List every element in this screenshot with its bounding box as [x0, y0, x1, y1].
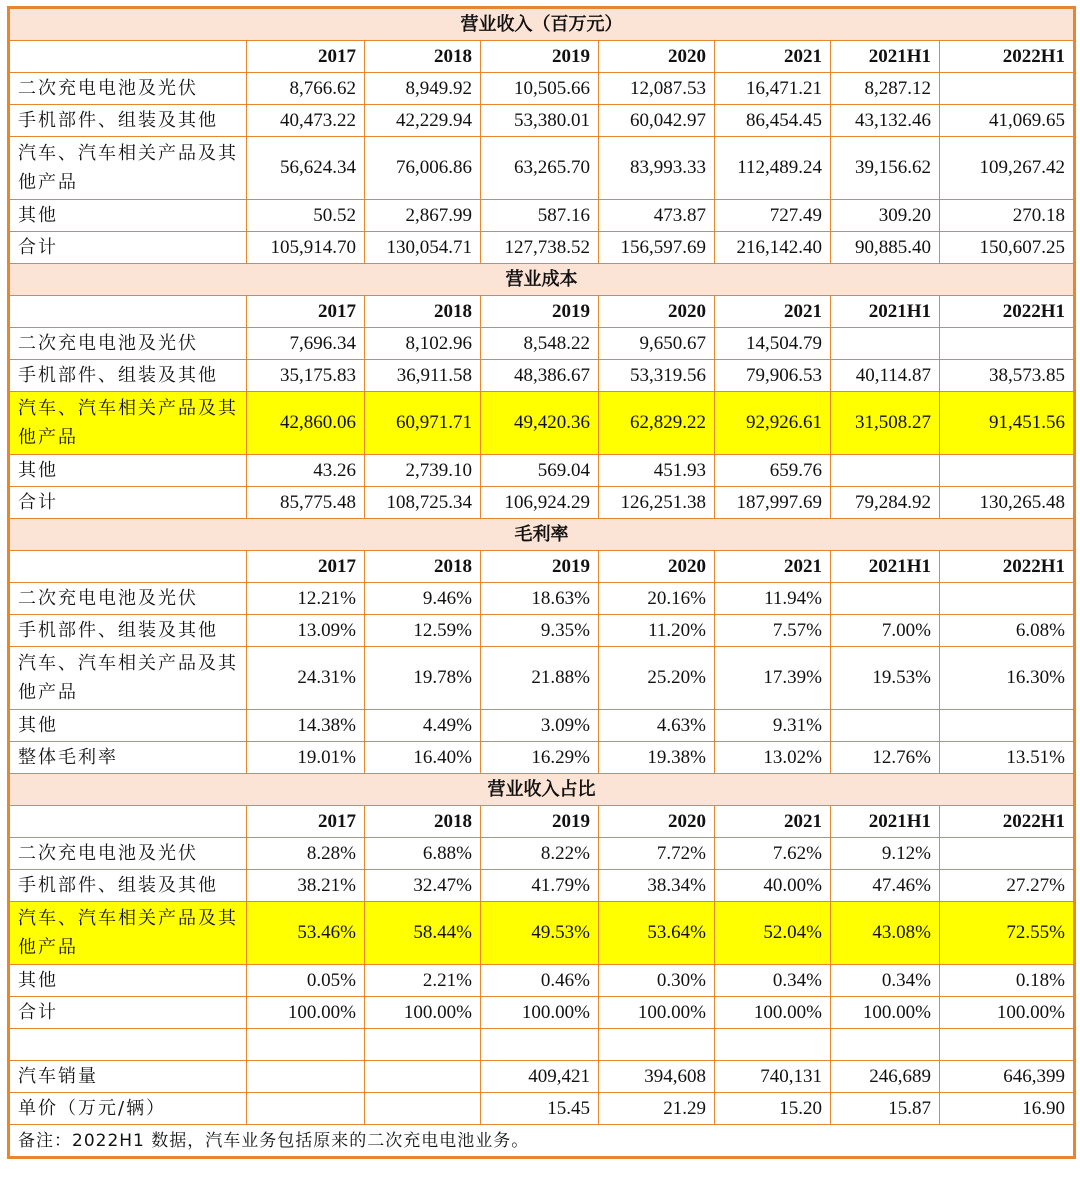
- value-cell: 85,775.48: [247, 487, 365, 519]
- table-row: [9, 360, 1075, 392]
- value-cell: 659.76: [715, 455, 831, 487]
- value-cell: 0.34%: [715, 965, 831, 997]
- section-title: 营业收入（百万元）: [9, 8, 1075, 41]
- value-cell: 16.40%: [365, 742, 481, 774]
- value-cell: [481, 1029, 599, 1061]
- year-header-cell: 2021H1: [831, 806, 940, 838]
- value-cell: 12.76%: [831, 742, 940, 774]
- value-cell: [831, 455, 940, 487]
- value-cell: 8,102.96: [365, 328, 481, 360]
- empty-header-cell: [9, 551, 247, 583]
- value-cell: 14.38%: [247, 710, 365, 742]
- value-cell: 0.30%: [599, 965, 715, 997]
- table-row: [9, 902, 1075, 965]
- value-cell: 24.31%: [247, 647, 365, 710]
- value-cell: 646,399: [940, 1061, 1075, 1093]
- value-cell: 16,471.21: [715, 73, 831, 105]
- value-cell: 156,597.69: [599, 232, 715, 264]
- value-cell: 246,689: [831, 1061, 940, 1093]
- value-cell: 31,508.27: [831, 392, 940, 455]
- row-label: 汽车销量: [9, 1061, 247, 1093]
- value-cell: 91,451.56: [940, 392, 1075, 455]
- row-label: 汽车、汽车相关产品及其他产品: [9, 647, 247, 710]
- value-cell: 7.00%: [831, 615, 940, 647]
- year-header-cell: 2021H1: [831, 551, 940, 583]
- value-cell: 18.63%: [481, 583, 599, 615]
- table-row: [9, 615, 1075, 647]
- value-cell: 309.20: [831, 200, 940, 232]
- value-cell: 16.30%: [940, 647, 1075, 710]
- value-cell: 727.49: [715, 200, 831, 232]
- value-cell: 35,175.83: [247, 360, 365, 392]
- value-cell: 39,156.62: [831, 137, 940, 200]
- value-cell: 40.00%: [715, 870, 831, 902]
- year-header-cell: 2021H1: [831, 41, 940, 73]
- value-cell: 60,042.97: [599, 105, 715, 137]
- value-cell: 11.20%: [599, 615, 715, 647]
- value-cell: 38,573.85: [940, 360, 1075, 392]
- row-label: 合计: [9, 487, 247, 519]
- row-label: 合计: [9, 232, 247, 264]
- section-header: [9, 8, 1075, 41]
- value-cell: 15.20: [715, 1093, 831, 1125]
- value-cell: 2.21%: [365, 965, 481, 997]
- year-header-cell: 2018: [365, 551, 481, 583]
- value-cell: 3.09%: [481, 710, 599, 742]
- value-cell: 49.53%: [481, 902, 599, 965]
- year-header-row: [9, 41, 1075, 73]
- year-header-cell: 2019: [481, 806, 599, 838]
- row-label: 手机部件、组装及其他: [9, 870, 247, 902]
- value-cell: [247, 1061, 365, 1093]
- value-cell: 2,739.10: [365, 455, 481, 487]
- year-header-cell: 2017: [247, 296, 365, 328]
- value-cell: [831, 583, 940, 615]
- year-header-row: [9, 296, 1075, 328]
- year-header-row: [9, 806, 1075, 838]
- value-cell: 58.44%: [365, 902, 481, 965]
- value-cell: 13.09%: [247, 615, 365, 647]
- value-cell: 7.72%: [599, 838, 715, 870]
- row-label: 手机部件、组装及其他: [9, 615, 247, 647]
- value-cell: 12,087.53: [599, 73, 715, 105]
- value-cell: 19.01%: [247, 742, 365, 774]
- value-cell: 10,505.66: [481, 73, 599, 105]
- value-cell: 9.31%: [715, 710, 831, 742]
- value-cell: 106,924.29: [481, 487, 599, 519]
- value-cell: 8,548.22: [481, 328, 599, 360]
- section-header: [9, 264, 1075, 296]
- table-row: [9, 105, 1075, 137]
- value-cell: [831, 710, 940, 742]
- value-cell: 60,971.71: [365, 392, 481, 455]
- value-cell: [365, 1029, 481, 1061]
- value-cell: 100.00%: [247, 997, 365, 1029]
- value-cell: 100.00%: [715, 997, 831, 1029]
- table-row: [9, 487, 1075, 519]
- value-cell: 19.53%: [831, 647, 940, 710]
- value-cell: 12.21%: [247, 583, 365, 615]
- value-cell: 48,386.67: [481, 360, 599, 392]
- value-cell: 100.00%: [365, 997, 481, 1029]
- value-cell: 43.08%: [831, 902, 940, 965]
- value-cell: 740,131: [715, 1061, 831, 1093]
- section-header: [9, 774, 1075, 806]
- value-cell: 8.28%: [247, 838, 365, 870]
- year-header-cell: 2020: [599, 41, 715, 73]
- value-cell: [940, 455, 1075, 487]
- value-cell: 270.18: [940, 200, 1075, 232]
- value-cell: 8,949.92: [365, 73, 481, 105]
- value-cell: 43,132.46: [831, 105, 940, 137]
- value-cell: 8,766.62: [247, 73, 365, 105]
- section-title: 毛利率: [9, 519, 1075, 551]
- value-cell: 38.21%: [247, 870, 365, 902]
- value-cell: 21.88%: [481, 647, 599, 710]
- value-cell: 8,287.12: [831, 73, 940, 105]
- row-label: 其他: [9, 965, 247, 997]
- value-cell: 50.52: [247, 200, 365, 232]
- year-header-cell: 2017: [247, 806, 365, 838]
- value-cell: 20.16%: [599, 583, 715, 615]
- row-label: 二次充电电池及光伏: [9, 328, 247, 360]
- row-label: [9, 1029, 247, 1061]
- row-label: 整体毛利率: [9, 742, 247, 774]
- table-row: [9, 232, 1075, 264]
- empty-header-cell: [9, 806, 247, 838]
- value-cell: 9.35%: [481, 615, 599, 647]
- table-row: [9, 137, 1075, 200]
- value-cell: [247, 1093, 365, 1125]
- value-cell: 21.29: [599, 1093, 715, 1125]
- table-row: [9, 200, 1075, 232]
- table-row: [9, 647, 1075, 710]
- value-cell: 100.00%: [599, 997, 715, 1029]
- value-cell: 62,829.22: [599, 392, 715, 455]
- value-cell: 79,906.53: [715, 360, 831, 392]
- value-cell: 63,265.70: [481, 137, 599, 200]
- year-header-cell: 2020: [599, 551, 715, 583]
- value-cell: 27.27%: [940, 870, 1075, 902]
- value-cell: 100.00%: [940, 997, 1075, 1029]
- year-header-cell: 2018: [365, 806, 481, 838]
- value-cell: 0.46%: [481, 965, 599, 997]
- value-cell: [940, 73, 1075, 105]
- row-label: 汽车、汽车相关产品及其他产品: [9, 902, 247, 965]
- value-cell: 16.90: [940, 1093, 1075, 1125]
- year-header-cell: 2021: [715, 806, 831, 838]
- empty-header-cell: [9, 41, 247, 73]
- value-cell: 108,725.34: [365, 487, 481, 519]
- value-cell: 2,867.99: [365, 200, 481, 232]
- value-cell: 32.47%: [365, 870, 481, 902]
- section-title: 营业收入占比: [9, 774, 1075, 806]
- value-cell: 52.04%: [715, 902, 831, 965]
- table-row: [9, 1093, 1075, 1125]
- value-cell: 72.55%: [940, 902, 1075, 965]
- value-cell: 40,114.87: [831, 360, 940, 392]
- value-cell: 41.79%: [481, 870, 599, 902]
- value-cell: 105,914.70: [247, 232, 365, 264]
- year-header-row: [9, 551, 1075, 583]
- value-cell: 473.87: [599, 200, 715, 232]
- financial-table: [7, 6, 1076, 1159]
- value-cell: 0.34%: [831, 965, 940, 997]
- row-label: 其他: [9, 200, 247, 232]
- value-cell: 15.45: [481, 1093, 599, 1125]
- row-label: 汽车、汽车相关产品及其他产品: [9, 137, 247, 200]
- note-row: [9, 1125, 1075, 1158]
- value-cell: 6.08%: [940, 615, 1075, 647]
- value-cell: [365, 1061, 481, 1093]
- value-cell: 9.12%: [831, 838, 940, 870]
- table-row: [9, 710, 1075, 742]
- row-label: 其他: [9, 455, 247, 487]
- value-cell: [247, 1029, 365, 1061]
- year-header-cell: 2017: [247, 551, 365, 583]
- table-row: [9, 73, 1075, 105]
- value-cell: 126,251.38: [599, 487, 715, 519]
- value-cell: 53,319.56: [599, 360, 715, 392]
- value-cell: 8.22%: [481, 838, 599, 870]
- value-cell: [715, 1029, 831, 1061]
- value-cell: 92,926.61: [715, 392, 831, 455]
- table-row: [9, 392, 1075, 455]
- row-label: 二次充电电池及光伏: [9, 583, 247, 615]
- value-cell: 569.04: [481, 455, 599, 487]
- value-cell: [365, 1093, 481, 1125]
- table-row: [9, 838, 1075, 870]
- value-cell: 19.38%: [599, 742, 715, 774]
- year-header-cell: 2022H1: [940, 296, 1075, 328]
- value-cell: 109,267.42: [940, 137, 1075, 200]
- empty-header-cell: [9, 296, 247, 328]
- value-cell: 11.94%: [715, 583, 831, 615]
- value-cell: 13.51%: [940, 742, 1075, 774]
- value-cell: 9.46%: [365, 583, 481, 615]
- value-cell: 216,142.40: [715, 232, 831, 264]
- table-row: [9, 742, 1075, 774]
- value-cell: 409,421: [481, 1061, 599, 1093]
- table-row: [9, 328, 1075, 360]
- value-cell: [599, 1029, 715, 1061]
- year-header-cell: 2020: [599, 806, 715, 838]
- year-header-cell: 2022H1: [940, 806, 1075, 838]
- value-cell: 7.62%: [715, 838, 831, 870]
- value-cell: 6.88%: [365, 838, 481, 870]
- value-cell: [831, 1029, 940, 1061]
- value-cell: 49,420.36: [481, 392, 599, 455]
- value-cell: 15.87: [831, 1093, 940, 1125]
- value-cell: 83,993.33: [599, 137, 715, 200]
- value-cell: 53,380.01: [481, 105, 599, 137]
- section-title: 营业成本: [9, 264, 1075, 296]
- value-cell: [940, 583, 1075, 615]
- year-header-cell: 2022H1: [940, 551, 1075, 583]
- value-cell: 4.63%: [599, 710, 715, 742]
- value-cell: [940, 838, 1075, 870]
- value-cell: 7.57%: [715, 615, 831, 647]
- table-row: [9, 1029, 1075, 1061]
- value-cell: 42,229.94: [365, 105, 481, 137]
- value-cell: 7,696.34: [247, 328, 365, 360]
- value-cell: 100.00%: [481, 997, 599, 1029]
- value-cell: 187,997.69: [715, 487, 831, 519]
- value-cell: 14,504.79: [715, 328, 831, 360]
- year-header-cell: 2019: [481, 551, 599, 583]
- row-label: 合计: [9, 997, 247, 1029]
- value-cell: 4.49%: [365, 710, 481, 742]
- year-header-cell: 2021: [715, 551, 831, 583]
- row-label: 汽车、汽车相关产品及其他产品: [9, 392, 247, 455]
- value-cell: 150,607.25: [940, 232, 1075, 264]
- value-cell: 56,624.34: [247, 137, 365, 200]
- value-cell: 86,454.45: [715, 105, 831, 137]
- value-cell: 130,054.71: [365, 232, 481, 264]
- value-cell: 100.00%: [831, 997, 940, 1029]
- year-header-cell: 2017: [247, 41, 365, 73]
- table-row: [9, 997, 1075, 1029]
- value-cell: 16.29%: [481, 742, 599, 774]
- value-cell: 38.34%: [599, 870, 715, 902]
- year-header-cell: 2021H1: [831, 296, 940, 328]
- value-cell: 451.93: [599, 455, 715, 487]
- table-row: [9, 965, 1075, 997]
- year-header-cell: 2018: [365, 296, 481, 328]
- value-cell: 9,650.67: [599, 328, 715, 360]
- row-label: 手机部件、组装及其他: [9, 360, 247, 392]
- table-row: [9, 1061, 1075, 1093]
- value-cell: [940, 328, 1075, 360]
- value-cell: 130,265.48: [940, 487, 1075, 519]
- value-cell: 25.20%: [599, 647, 715, 710]
- year-header-cell: 2019: [481, 41, 599, 73]
- value-cell: [940, 1029, 1075, 1061]
- row-label: 二次充电电池及光伏: [9, 73, 247, 105]
- section-header: [9, 519, 1075, 551]
- table-row: [9, 870, 1075, 902]
- value-cell: [940, 710, 1075, 742]
- value-cell: 112,489.24: [715, 137, 831, 200]
- footnote: 备注：2022H1 数据，汽车业务包括原来的二次充电电池业务。: [9, 1125, 1075, 1158]
- value-cell: 13.02%: [715, 742, 831, 774]
- table-row: [9, 455, 1075, 487]
- table-row: [9, 583, 1075, 615]
- value-cell: 53.46%: [247, 902, 365, 965]
- year-header-cell: 2018: [365, 41, 481, 73]
- value-cell: 79,284.92: [831, 487, 940, 519]
- value-cell: 0.18%: [940, 965, 1075, 997]
- year-header-cell: 2019: [481, 296, 599, 328]
- value-cell: 47.46%: [831, 870, 940, 902]
- value-cell: 90,885.40: [831, 232, 940, 264]
- row-label: 手机部件、组装及其他: [9, 105, 247, 137]
- value-cell: 19.78%: [365, 647, 481, 710]
- row-label: 二次充电电池及光伏: [9, 838, 247, 870]
- value-cell: 42,860.06: [247, 392, 365, 455]
- row-label: 单价（万元/辆）: [9, 1093, 247, 1125]
- year-header-cell: 2021: [715, 41, 831, 73]
- value-cell: 12.59%: [365, 615, 481, 647]
- value-cell: 0.05%: [247, 965, 365, 997]
- value-cell: 394,608: [599, 1061, 715, 1093]
- value-cell: 43.26: [247, 455, 365, 487]
- value-cell: 17.39%: [715, 647, 831, 710]
- value-cell: 53.64%: [599, 902, 715, 965]
- year-header-cell: 2020: [599, 296, 715, 328]
- value-cell: 41,069.65: [940, 105, 1075, 137]
- year-header-cell: 2021: [715, 296, 831, 328]
- value-cell: [831, 328, 940, 360]
- value-cell: 127,738.52: [481, 232, 599, 264]
- row-label: 其他: [9, 710, 247, 742]
- year-header-cell: 2022H1: [940, 41, 1075, 73]
- value-cell: 587.16: [481, 200, 599, 232]
- value-cell: 36,911.58: [365, 360, 481, 392]
- value-cell: 40,473.22: [247, 105, 365, 137]
- value-cell: 76,006.86: [365, 137, 481, 200]
